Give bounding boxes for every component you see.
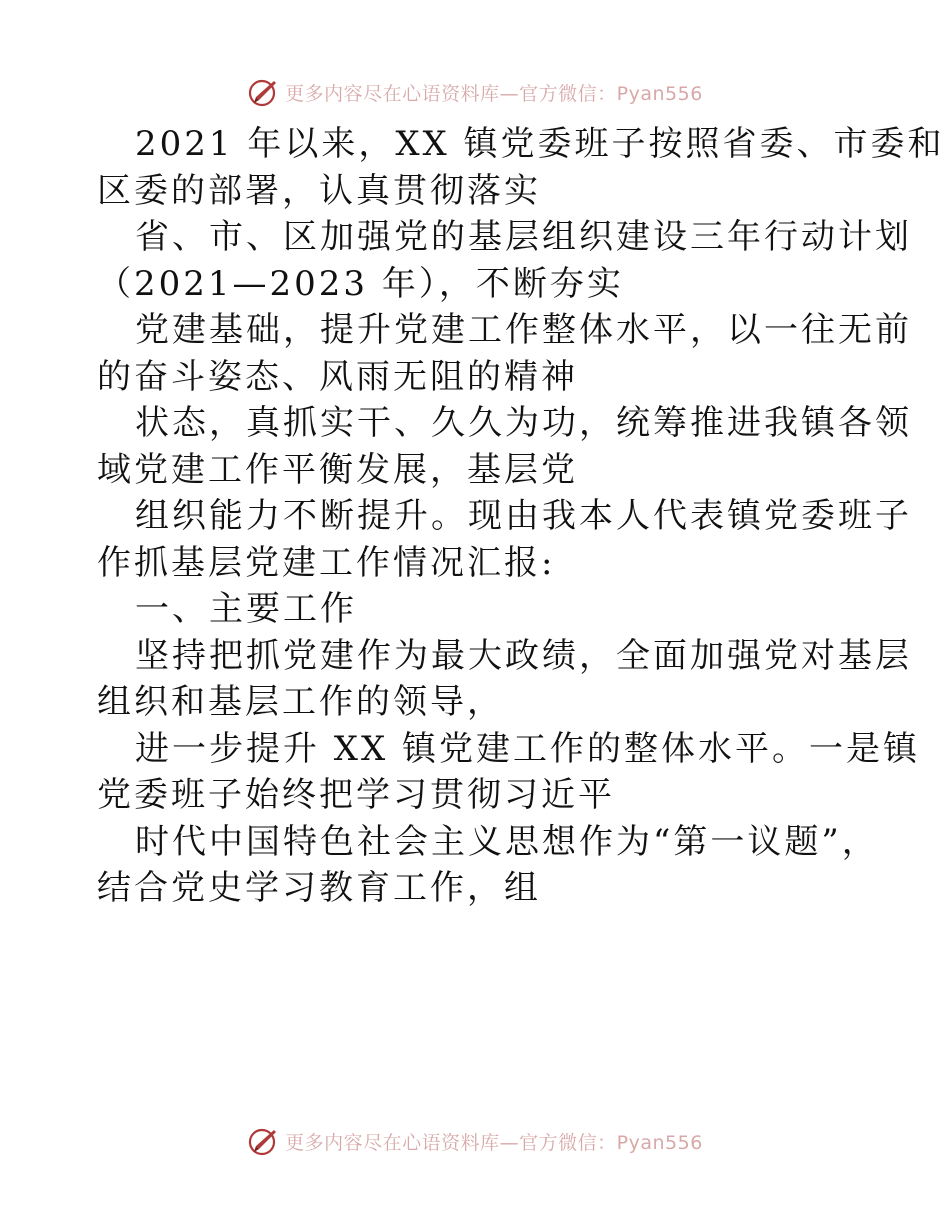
body-line: 省、市、区加强党的基层组织建设三年行动计划: [135, 217, 912, 257]
document-body: [97, 121, 945, 912]
watermark-text: 更多内容尽在心语资料库—官方微信：Pyan556: [285, 1131, 703, 1154]
footer-watermark: [0, 1121, 950, 1161]
body-line: 2021 年以来，XX 镇党委班子按照省委、市委和: [135, 124, 945, 164]
body-line: 坚持把抓党建作为最大政绩，全面加强党对基层: [135, 635, 912, 676]
watermark-text: 更多内容尽在心语资料库—官方微信：Pyan556: [285, 82, 703, 105]
section-heading: 一、主要工作: [135, 589, 357, 629]
body-line: 区委的部署，认真贯彻落实: [97, 170, 541, 211]
header-watermark: [0, 72, 950, 112]
body-line: 状态，真抓实干、久久为功，统筹推进我镇各领: [135, 403, 912, 443]
body-line: 组织和基层工作的领导，: [97, 682, 504, 722]
body-line: 时代中国特色社会主义思想作为“第一议题”，: [135, 821, 879, 862]
quill-logo-icon: [247, 1124, 281, 1158]
body-line: （2021—2023 年），不断夯实: [97, 263, 624, 304]
body-line: 党建基础，提升党建工作整体水平，以一往无前: [135, 310, 912, 350]
body-line: 结合党史学习教育工作，组: [97, 868, 541, 908]
quill-logo-icon: [247, 75, 281, 109]
body-line: 党委班子始终把学习贯彻习近平: [97, 775, 615, 815]
body-line: 的奋斗姿态、风雨无阻的精神: [97, 356, 578, 397]
body-line: 作抓基层党建工作情况汇报:: [97, 542, 556, 583]
body-line: 域党建工作平衡发展，基层党: [97, 449, 578, 490]
body-line: 进一步提升 XX 镇党建工作的整体水平。一是镇: [135, 728, 921, 769]
body-line: 组织能力不断提升。现由我本人代表镇党委班子: [135, 496, 912, 536]
